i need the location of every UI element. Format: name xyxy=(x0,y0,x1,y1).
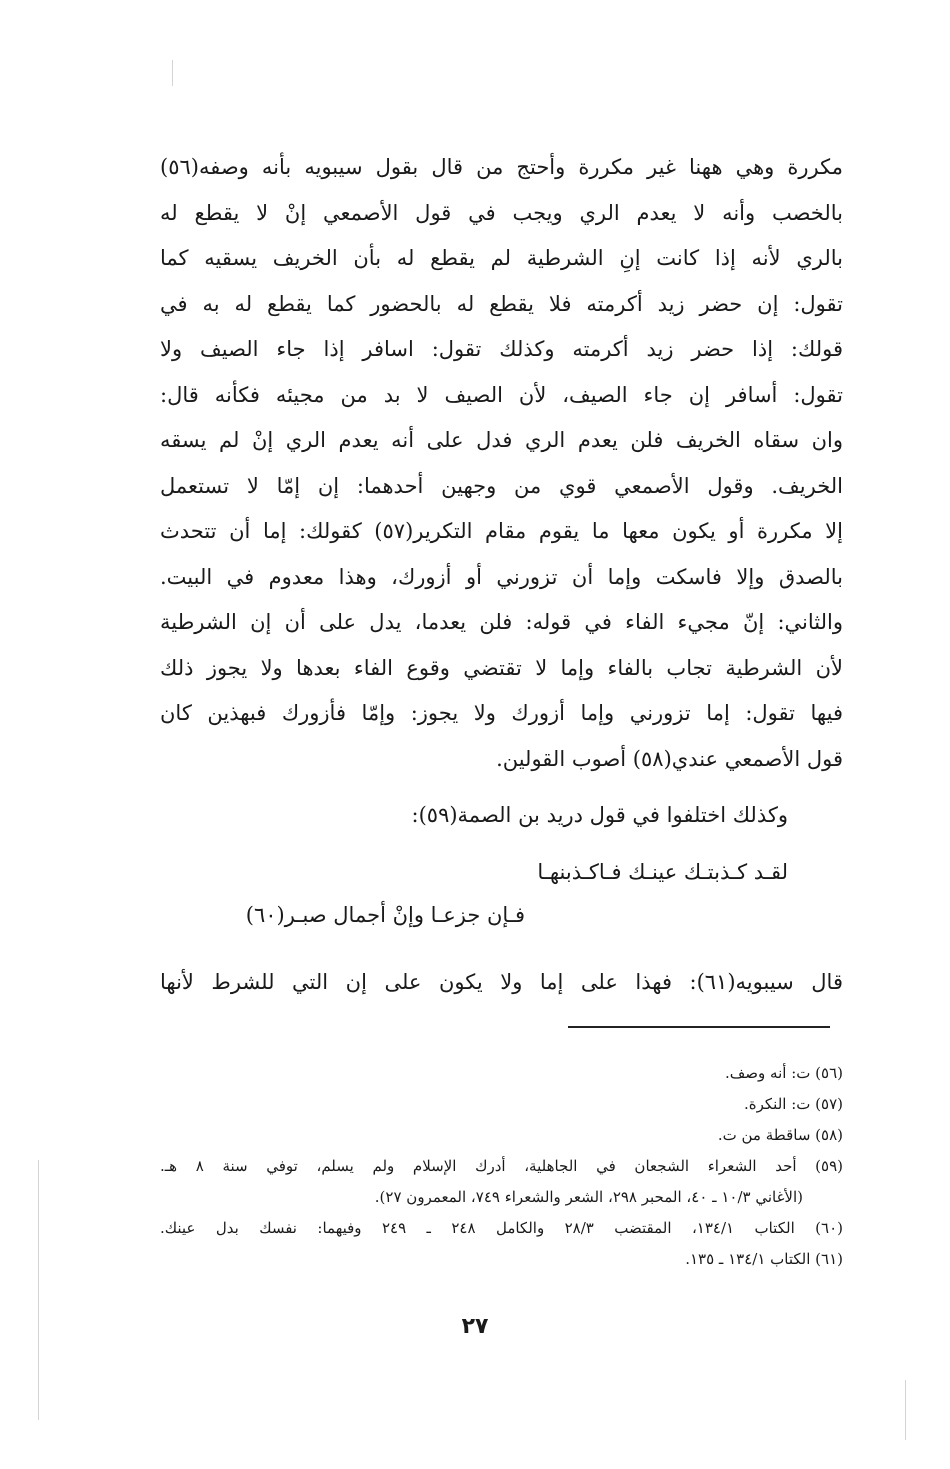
footnote-separator xyxy=(568,1026,830,1028)
body-line-2: بالخصب وأنه لا يعدم الري ويجب في قول الأصمعي إنْ لا يقطع له xyxy=(160,200,843,225)
poem-intro: وكذلك اختلفوا في قول دريد بن الصمة(٥٩): xyxy=(411,803,788,827)
scan-margin-line-right xyxy=(905,1380,906,1440)
body-line-3: بالري لأنه إذا كانت إنِ الشرطية لم يقطع له بأن الخريف يسقيه كما xyxy=(160,246,843,270)
footnote-60: (٦٠) الكتاب ١٣٤/١، المقتضب ٢٨/٣ والكامل ٢٤٨ ـ ٢٤٩ وفيهما: نفسك بدل عينك. xyxy=(160,1219,843,1237)
verse-first-hemistich: لقـد كـذبتـك عينـك فـاكـذبنهـا xyxy=(537,860,788,884)
body-line-10: بالصدق وإلا فاسكت وإما أن تزورني أو أزورك، وهذا معدوم في البيت. xyxy=(160,564,843,589)
footnote-61: (٦١) الكتاب ١٣٤/١ ـ ١٣٥. xyxy=(685,1250,843,1268)
body-line-14: قول الأصمعي عندي(٥٨) أصوب القولين. xyxy=(496,746,843,771)
body-line-12: لأن الشرطية تجاب بالفاء وإما لا تقتضي وقوع الفاء بعدها ولا يجوز ذلك xyxy=(160,655,843,680)
body-line-8: الخريف. وقول الأصمعي قوي من وجهين أحدهما: إن إمّا لا تستعمل xyxy=(160,473,843,498)
body-line-13: فيها تقول: إما تزورني وإما أزورك ولا يجوز: وإمّا فأزورك فبهذين كان xyxy=(160,701,843,725)
verse-second-hemistich: فـإن جزعـا وإنْ أجمال صبـر(٦٠) xyxy=(245,903,525,927)
scan-margin-line-left xyxy=(38,1160,39,1420)
body-line-9: إلا مكررة أو يكون معها ما يقوم مقام التكرير(٥٧) كقولك: إما أن تتحدث xyxy=(160,519,843,543)
body-line-7: وان سقاه الخريف فلن يعدم الري فدل على أنه يعدم الري إنْ لم يسقه xyxy=(160,428,843,452)
body-line-4: تقول: إن حضر زيد أكرمته فلا يقطع له بالحضور كما يقطع له به في xyxy=(160,291,843,316)
page-number: ٢٧ xyxy=(461,1314,489,1339)
footnote-59: (٥٩) أحد الشعراء الشجعان في الجاهلية، أدرك الإسلام ولم يسلم، توفي سنة ٨ هـ. xyxy=(160,1157,843,1175)
body-line-6: تقول: أسافر إن جاء الصيف، لأن الصيف لا بد من مجيئه فكأنه قال: xyxy=(160,382,843,407)
body-line-5: قولك: إذا حضر زيد أكرمته وكذلك تقول: اسافر إذا جاء الصيف ولا xyxy=(160,337,843,361)
closing-paragraph-line: قال سيبويه(٦١): فهذا على إما ولا يكون على إن التي للشرط لأنها xyxy=(160,970,843,994)
footnote-59-continuation: (الأغاني ١٠/٣ ـ ٤٠، المحبر ٢٩٨، الشعر والشعراء ٧٤٩، المعمرون ٢٧). xyxy=(374,1188,803,1206)
footnote-56: (٥٦) ت: أنه وصف. xyxy=(725,1064,843,1082)
scan-margin-line-top xyxy=(172,60,173,86)
footnote-57: (٥٧) ت: النكرة. xyxy=(744,1095,843,1113)
main-paragraph xyxy=(160,145,843,782)
footnotes xyxy=(160,1058,843,1275)
body-line-11: والثاني: إنّ مجيء الفاء في قوله: فلن يعدما، يدل على أن إن الشرطية xyxy=(160,610,843,634)
body-line-1: مكررة وهي ههنا غير مكررة وأحتج من قال بقول سيبويه بأنه وصفه(٥٦) xyxy=(160,155,843,179)
footnote-58: (٥٨) ساقطة من ت. xyxy=(717,1126,843,1144)
